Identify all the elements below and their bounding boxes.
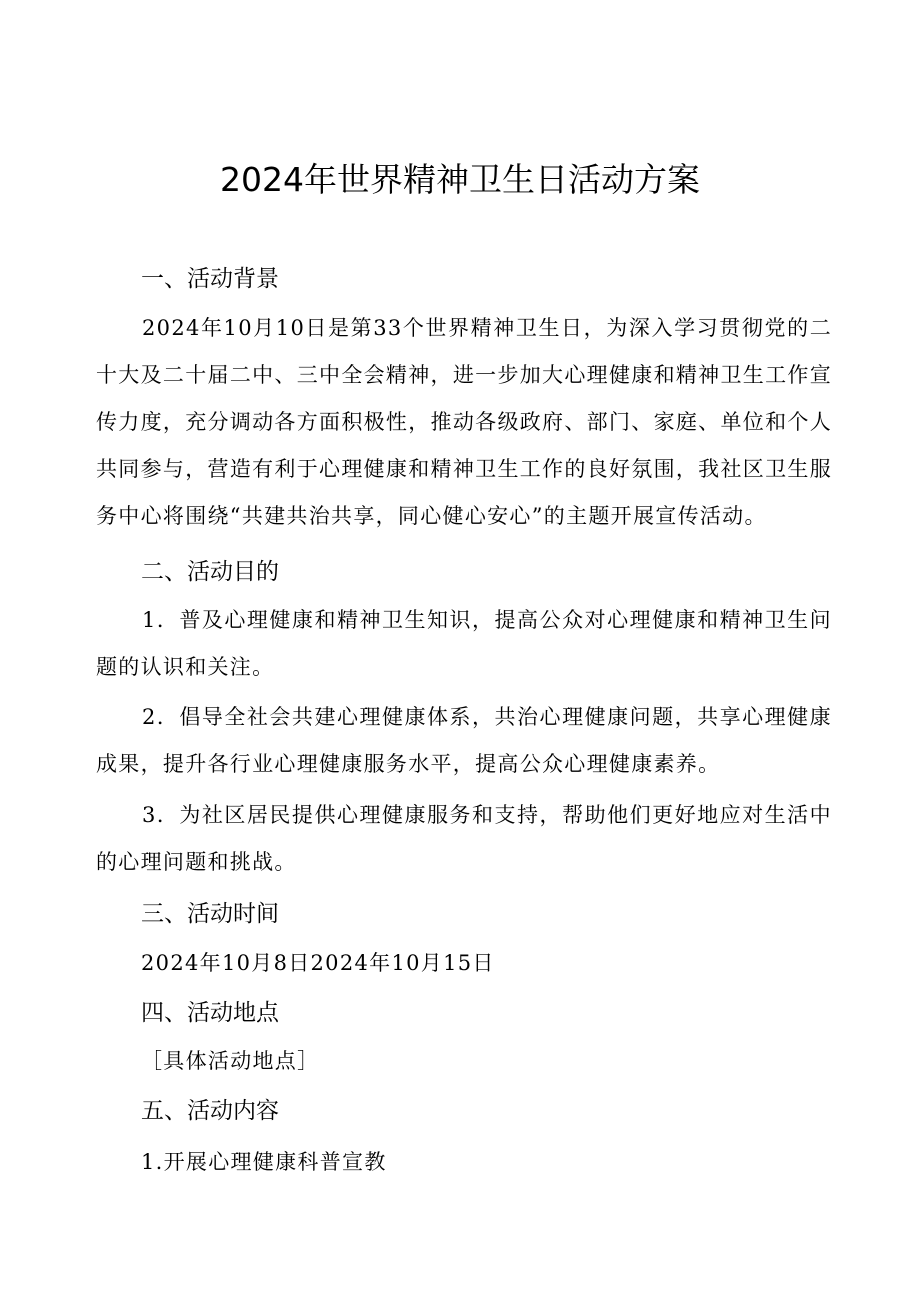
background-paragraph: 2024年10月10日是第33个世界精神卫生日，为深入学习贯彻党的二十大及二十届二中、三中全会精神，进一步加大心理健康和精神卫生工作宣传力度，充分调动各方面积极性，推动各级政府、部门、家庭、单位和个人共同参与，营造有利于心理健康和精神卫生工作的良好氛围，我社区卫生服务中心将围绕“共建共治共享，同心健心安心”的主题开展宣传活动。	[96, 316, 832, 528]
activity-location-text: ［具体活动地点］	[141, 1049, 320, 1073]
section-heading-content: 五、活动内容	[141, 1098, 279, 1124]
section-heading-background: 一、活动背景	[141, 266, 279, 292]
purpose-item-3: 3．为社区居民提供心理健康服务和支持，帮助他们更好地应对生活中的心理问题和挑战。	[96, 803, 832, 874]
section-heading-time: 三、活动时间	[141, 901, 279, 927]
activity-content-item-1: 1.开展心理健康科普宣教	[141, 1150, 387, 1174]
document-title: 2024年世界精神卫生日活动方案	[220, 160, 700, 199]
purpose-item-2: 2．倡导全社会共建心理健康体系，共治心理健康问题，共享心理健康成果，提升各行业心理健康服务水平，提高公众心理健康素养。	[96, 705, 832, 776]
section-heading-purpose: 二、活动目的	[141, 559, 279, 585]
section-heading-location: 四、活动地点	[141, 1000, 279, 1026]
activity-time-text: 2024年10月8日2024年10月15日	[141, 951, 495, 975]
purpose-item-1: 1．普及心理健康和精神卫生知识，提高公众对心理健康和精神卫生问题的认识和关注。	[96, 608, 832, 679]
